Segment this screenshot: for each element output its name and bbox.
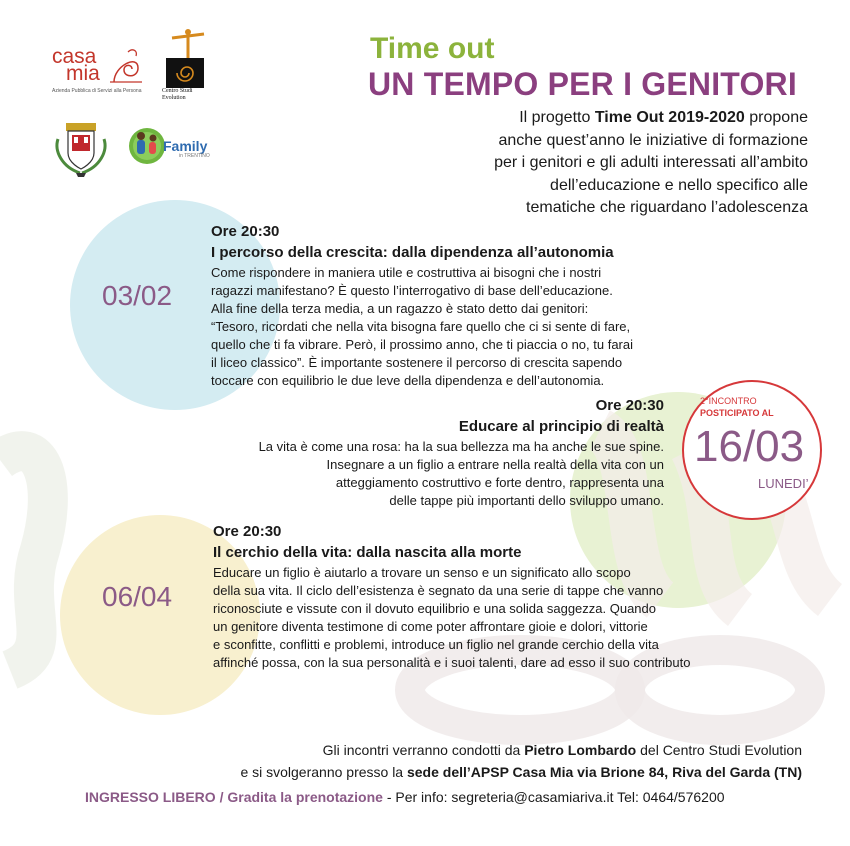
event-3-description: Educare un figlio è aiutarlo a trovare un senso e un significato allo scopo della sua vita. Il ciclo dell’esistenza è segnato da una serie di tappe che vanno riconosciute e vissute con il dovuto equilibrio e una solida saggezza. Quando un genitore diventa testimone di come poter affrontare gioie e dolori, vittorie e sconfitte, conflitti e problemi, introduce un figlio nel grande cerchio della vita affinché possa, con la sua personalità e i suoi talenti, dare ad esso il suo contributo [213, 565, 691, 670]
event-2 [164, 396, 664, 510]
casa-mia-wordmark: casa mia [52, 45, 100, 85]
event-1-date: 03/02 [102, 280, 173, 311]
footer-line-2: e si svolgeranno presso la sede dell’APSP Casa Mia via Brione 84, Riva del Garda (TN) [240, 764, 802, 780]
family-logo-text: Family [163, 138, 208, 154]
title-tempo-genitori: UN TEMPO PER I GENITORI [368, 66, 797, 102]
event-3-time: Ore 20:30 [213, 523, 282, 540]
event-1-time: Ore 20:30 [211, 223, 280, 240]
badge-date: 16/03 [694, 422, 805, 471]
event-2-description: La vita è come una rosa: ha la sua bellezza ma ha anche le sue spine. Insegnare a un figlio a entrare nella realtà della vita con un atteggiamento costruttivo e forte dentro, rappresenta una delle tappe più importanti dello sviluppo umano. [258, 439, 664, 508]
family-trentino-logo [127, 122, 219, 170]
ingresso-libero-text: INGRESSO LIBERO / Gradita la prenotazione [85, 789, 383, 805]
family-logo-icon [127, 122, 167, 170]
town-crest-logo [50, 117, 112, 179]
snail-logo-icon [108, 46, 146, 86]
title-time-out: Time out [370, 32, 495, 65]
town-crest-icon [50, 117, 112, 179]
footer-line-3 [85, 786, 725, 808]
event-3-date: 06/04 [102, 581, 173, 612]
casa-mia-subtitle: Azienda Pubblica di Servizi alla Persona [52, 88, 142, 94]
event-1-title: I percorso della crescita: dalla dipendenza all’autonomia [211, 244, 614, 261]
event-2-title: Educare al principio di realtà [458, 418, 664, 435]
badge-posticipato-label: POSTICIPATO AL [700, 408, 774, 418]
family-logo-subtitle: in TRENTINO [179, 153, 210, 159]
centro-studi-logo [162, 28, 214, 106]
casa-mia-logo [52, 40, 152, 100]
footer-line-1: Gli incontri verranno condotti da Pietro Lombardo del Centro Studi Evolution [322, 742, 802, 758]
postponed-date-badge [682, 380, 822, 520]
intro-paragraph: Il progetto Time Out 2019-2020 propone anche quest’anno le iniziative di formazione per i genitori e gli adulti interessati all’ambito dell’educazione e nello specifico alle tematiche che riguardano l’adolescenza [494, 109, 808, 216]
event-1 [211, 222, 691, 390]
event-1-description: Come rispondere in maniera utile e costruttiva ai bisogni che i nostri ragazzi manifestano? È questo l’interrogativo di base dell’educazione. Alla fine della terza media, a un ragazzo è stato detto dai genitori: “Tesoro, ricordati che nella vita bisogna fare quello che ci si sente di fare, quello che ti fa vibrare. Però, il prossimo anno, che ti piaccia o no, tu farai il liceo classico”. È importante sostenere il percorso di crescita sapendo toccare con equilibrio le due leve della dipendenza e dell’autonomia. [211, 265, 633, 388]
figure-spiral-logo-icon [162, 28, 214, 90]
event-2-time: Ore 20:30 [595, 397, 664, 414]
badge-incontro-label: 2°INCONTRO [700, 396, 757, 406]
event-3 [213, 522, 733, 672]
badge-day: LUNEDI’ [758, 476, 809, 491]
event-3-title: Il cerchio della vita: dalla nascita alla morte [213, 544, 522, 561]
contact-info: - Per info: segreteria@casamiariva.it Tel: 0464/576200 [382, 789, 725, 805]
centro-studi-text: Centro Studi Evolution [162, 88, 193, 101]
